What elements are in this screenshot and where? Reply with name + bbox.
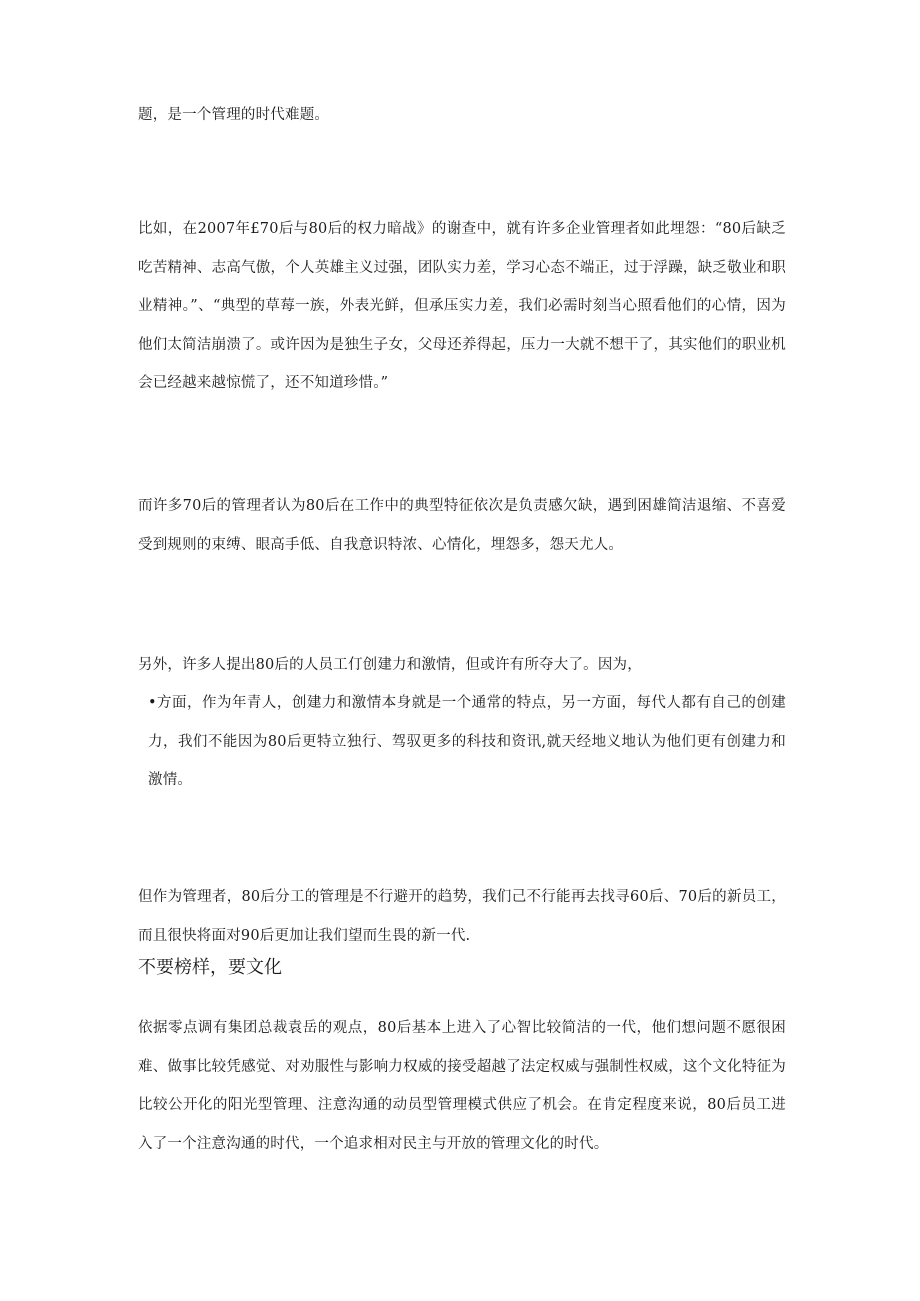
paragraph-6: 但作为管理者，80后分工的管理是不行避开的趋势，我们己不行能再去找寻60后、70后的新员工，而且很快将面对90后更加让我们望而生畏的新一代. bbox=[138, 889, 786, 944]
paragraph-4: 另外，许多人提出80后的人员工仃创建力和激情，但或许有所夺大了。因为， bbox=[138, 657, 642, 673]
paragraph-3: 而许多70后的管理者认为80后在工作中的典型特征依次是负责感欠缺，遇到困雄简洁退缩、不喜爱受到规则的束缚、眼高手低、自我意识特浓、心情化，埋怨多，怨天尤人。 bbox=[138, 498, 786, 553]
section-heading: 不要榜样，要文化 bbox=[138, 957, 282, 978]
paragraph-1: 题，是一个管理的时代难题。 bbox=[138, 107, 330, 123]
paragraph-5: •方面，作为年青人，创建力和激情本身就是一个通常的特点，另一方面，每代人都有自己的创建力，我们不能因为80后更特立独行、驾驭更多的科技和资讯,就天经地义地认为他们更有创建力和激情。 bbox=[148, 695, 786, 788]
paragraph-7: 依据零点调有集团总裁袁岳的观点，80后基本上进入了心智比较简洁的一代，他们想问题不愿很困难、做事比较凭感觉、对劝服性与影响力权威的接受超越了法定权威与强制性权威，这个文化特征为比较公开化的阳光型管理、注意沟通的动员型管理模式供应了机会。在肯定程度来说，80后员工进入了一个注意沟通的时代，一个追求相对民主与开放的管理文化的时代。 bbox=[138, 1020, 786, 1152]
paragraph-2: 比如，在2007年£70后与80后的权力暗战》的谢查中，就有许多企业管理者如此埋怨：“80后缺乏吃苦精神、志高气傲，个人英雄主义过强，团队实力差，学习心态不端正，过于浮躁，缺乏敬业和职业精神。”、“典型的草莓一族，外表光鲜，但承压实力差，我们必需时刻当心照看他们的心情，因为他们太简洁崩溃了。或许因为是独生子女，父母还养得起，压力一大就不想干了，其实他们的职业机会已经越来越惊慌了，还不知道珍惜。” bbox=[138, 221, 786, 391]
